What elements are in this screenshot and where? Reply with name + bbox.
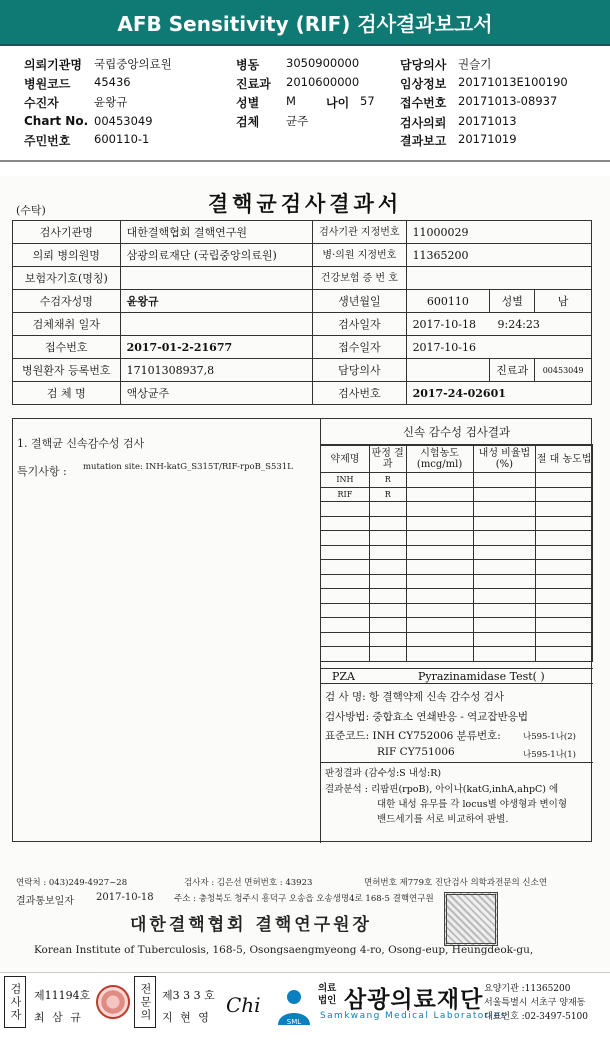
doctor-label: 담당의사	[313, 359, 406, 382]
table-row	[321, 473, 593, 488]
report-value: 20171019	[458, 132, 517, 146]
specimen-value: 액상균주	[120, 382, 313, 405]
drug-cell: INH	[321, 473, 370, 488]
pza-row	[320, 668, 593, 684]
doctor-value: 권슬기	[458, 57, 492, 71]
dept-label: 진료과	[236, 77, 271, 91]
foundation-small: 의료 법인	[318, 983, 337, 1006]
collect-label: 검체채취 일자	[13, 313, 121, 336]
receipt-date-label: 접수일자	[313, 336, 406, 359]
table-row	[13, 359, 592, 382]
table-row	[13, 336, 592, 359]
tester-seal	[96, 985, 130, 1019]
birth-label: 생년월일	[313, 290, 406, 313]
table-row	[321, 545, 593, 560]
ward-value: 3050900000	[286, 56, 360, 70]
insurance-label: 보험자기호(명칭)	[13, 267, 121, 290]
age-value: 57	[360, 94, 375, 108]
name-value: 윤왕규	[120, 290, 313, 313]
col-result: 판정 결과	[369, 446, 406, 473]
tester-name: 최 삼 규	[34, 1011, 83, 1024]
pza-value: Pyrazinamidase Test( )	[418, 670, 545, 683]
table-row	[321, 574, 593, 589]
institution-value: 국립중앙의료원	[94, 57, 172, 71]
foundation-phone: 대표번호 :02-3497-5100	[484, 1012, 589, 1022]
method-line: 검사방법: 중합효소 연쇄반응 - 역교잡반응법	[325, 711, 529, 723]
birth-value: 600110	[406, 290, 490, 313]
table-row	[13, 382, 592, 405]
table-row	[321, 632, 593, 647]
resident-value: 600110-1	[94, 132, 150, 146]
doctor-label: 담당의사	[400, 58, 447, 72]
col-drug: 약제명	[321, 446, 370, 473]
table-row	[321, 618, 593, 633]
sens-title: 신속 감수성 검사결과	[320, 419, 593, 445]
test-no-label: 검사번호	[313, 382, 406, 405]
doctor-name: 지 현 영	[162, 1011, 211, 1024]
name-label: 수검자성명	[13, 290, 121, 313]
report-date-value: 2017-10-18	[96, 892, 154, 903]
license-text: 면허번호 제779호 진단검사 의학과전문의 신소연	[364, 878, 548, 888]
chart-label: Chart No.	[24, 114, 89, 128]
class-code: 나595-1나(1)	[523, 750, 576, 760]
table-row	[321, 603, 593, 618]
analysis-line: 밴드세기를 서로 비교하여 판별.	[377, 814, 509, 825]
result-cell: R	[369, 487, 406, 502]
clinical-label: 임상정보	[400, 77, 447, 91]
collect-value	[120, 313, 313, 336]
doctor-box-text: 전문의	[139, 982, 152, 1022]
remark-label: 특기사항 :	[17, 465, 67, 478]
official-seal	[444, 892, 498, 946]
col-absolute: 절 대 농도법	[536, 446, 593, 473]
ref-label: 의뢰 병의원명	[13, 244, 121, 267]
clinical-value: 20171013E100190	[458, 75, 568, 89]
tester-box-label	[4, 976, 26, 1028]
receipt-value: 20171013-08937	[458, 94, 558, 108]
method-line: 표준코드: INH CY752006 분류번호:	[325, 730, 501, 742]
pza-label: PZA	[332, 670, 355, 683]
sensitivity-section	[12, 418, 592, 842]
ref-value: 삼광의료재단 (국립중앙의료원)	[120, 244, 313, 267]
foundation-english: Samkwang Medical Laboratories	[320, 1011, 507, 1021]
ref-id-label: 병·의원 지정번호	[313, 244, 406, 267]
table-row	[321, 531, 593, 546]
sex-value: M	[286, 94, 296, 108]
request-value: 20171013	[458, 114, 517, 128]
resident-label: 주민번호	[24, 134, 71, 148]
table-row	[13, 244, 592, 267]
doctor-box-label	[134, 976, 156, 1028]
test-date-value: 2017-10-18	[412, 317, 476, 331]
test-date-label: 검사일자	[313, 313, 406, 336]
table-row	[321, 647, 593, 662]
receipt-label: 접수번호	[13, 336, 121, 359]
lab-id-value: 11000029	[406, 221, 591, 244]
remark-value: mutation site: INH-katG_S315T/RIF-rpoB_S531L	[83, 462, 293, 472]
test-date-cell	[406, 313, 591, 336]
section-title: 1. 결핵균 신속감수성 검사	[17, 437, 145, 450]
dept-value: 00453049	[535, 359, 592, 382]
report-label: 결과보고	[400, 134, 447, 148]
chart-value: 00453049	[94, 114, 153, 128]
footer-strip	[0, 972, 610, 1040]
insurance-value	[120, 267, 313, 290]
sex-value: 남	[535, 290, 592, 313]
specimen-label: 검체	[236, 115, 260, 129]
dept-label: 진료과	[490, 359, 535, 382]
scanned-report	[0, 176, 610, 972]
health-value	[406, 267, 591, 290]
class-code: 나595-1나(2)	[523, 732, 576, 742]
sex-label: 성별	[236, 96, 260, 110]
drug-cell: RIF	[321, 487, 370, 502]
col-ratio: 내성 비율법(%)	[473, 446, 536, 473]
patient-label: 수진자	[24, 96, 59, 110]
doctor-number: 제3 3 3 호	[162, 989, 215, 1002]
table-row	[321, 502, 593, 517]
logo-badge-text: SML	[286, 1018, 302, 1026]
contact-text: 연락처 : 043)249-4927~28	[16, 878, 128, 888]
sensitivity-table	[320, 445, 593, 662]
table-row	[13, 221, 592, 244]
tester-box-text: 검사자	[9, 982, 22, 1022]
table-row	[321, 487, 593, 502]
table-row	[321, 516, 593, 531]
table-row	[321, 560, 593, 575]
table-row	[13, 267, 592, 290]
hosp-reg-label: 병원환자 등록번호	[13, 359, 121, 382]
lab-label: 검사기관명	[13, 221, 121, 244]
foundation-logo-icon	[272, 981, 316, 1029]
form-title: 결핵균검사결과서	[207, 191, 403, 216]
address-text: 주소 : 충청북도 청주시 흥덕구 오송읍 오송생명4로 168-5 결핵연구원	[174, 894, 434, 904]
report-title: AFB Sensitivity (RIF) 검사결과보고서	[0, 0, 610, 46]
ref-id-value: 11365200	[406, 244, 591, 267]
foundation-address: 서울특별시 서초구 양재동	[484, 998, 586, 1008]
lab-value: 대한결핵협회 결핵연구원	[120, 221, 313, 244]
divider	[320, 762, 593, 763]
request-label: 검사의뢰	[400, 116, 447, 130]
receipt-date-value: 2017-10-16	[406, 336, 591, 359]
table-row	[321, 589, 593, 604]
analysis-line: 대한 내성 유무를 각 locus별 야생형과 변이형	[377, 799, 568, 810]
table-header-row	[321, 446, 593, 473]
hospital-code-label: 병원코드	[24, 77, 71, 91]
hosp-reg-value: 17101308937,8	[120, 359, 313, 382]
patient-value: 윤왕규	[94, 95, 128, 109]
tester-text: 검사자 : 김은선 면허번호 : 43923	[184, 878, 313, 888]
method-line: 검 사 명: 항 결핵약제 신속 감수성 검사	[325, 691, 505, 703]
receipt-value: 2017-01-2-21677	[120, 336, 313, 359]
receipt-label: 접수번호	[400, 96, 447, 110]
tester-number: 제11194호	[34, 989, 91, 1002]
doctor-value	[406, 359, 490, 382]
lab-id-label: 검사기관 지정번호	[313, 221, 406, 244]
patient-header	[0, 48, 610, 162]
report-date-label: 결과통보일자	[16, 896, 74, 907]
info-table	[12, 220, 592, 405]
specimen-value: 균주	[286, 114, 309, 128]
method-line: RIF CY751006	[377, 746, 455, 758]
ward-label: 병동	[236, 58, 260, 72]
org-english: Korean Institute of Tuberculosis, 168-5, Osongsaengmyeong 4-ro, Osong-eup, Heungdeok-gu,	[34, 944, 534, 956]
test-no-value: 2017-24-02601	[406, 382, 591, 405]
table-row	[13, 290, 592, 313]
test-time-value: 9:24:23	[497, 317, 540, 331]
care-org: 요양기관 :11365200	[484, 984, 571, 994]
copy-mark: (수탁)	[16, 204, 46, 217]
result-cell: R	[369, 473, 406, 488]
dept-value: 2010600000	[286, 75, 360, 89]
org-name: 대한결핵협회 결핵연구원장	[130, 915, 372, 935]
foundation-name: 삼광의료재단	[344, 987, 484, 1013]
col-conc: 시험농도 (mcg/ml)	[406, 446, 473, 473]
analysis-line: 결과분석 : 리팜핀(rpoB), 아이나(katG,inhA,ahpC) 에	[325, 784, 559, 795]
institution-label: 의뢰기관명	[24, 58, 82, 72]
table-row	[13, 313, 592, 336]
age-label: 나이	[326, 96, 350, 110]
doctor-signature: Chi	[226, 993, 261, 1017]
hospital-code-value: 45436	[94, 75, 131, 89]
sex-label: 성별	[490, 290, 535, 313]
specimen-label: 검 체 명	[13, 382, 121, 405]
judgment-text: 판정결과 (감수성:S 내성:R)	[325, 768, 442, 779]
health-label: 건강보험 증 번 호	[313, 267, 406, 290]
